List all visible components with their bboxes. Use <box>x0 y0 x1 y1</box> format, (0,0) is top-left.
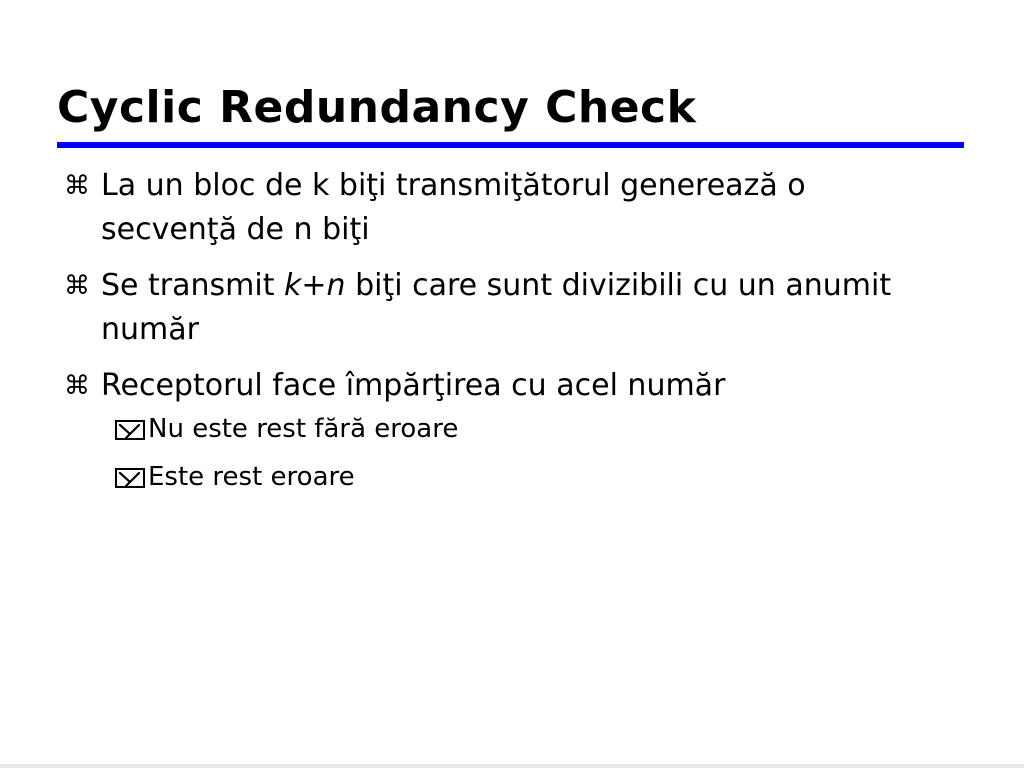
slide-title: Cyclic Redundancy Check <box>57 82 697 133</box>
bullet-list <box>0 164 1024 508</box>
bullet-item <box>0 264 941 352</box>
bullet-text-before: Se transmit <box>101 268 285 303</box>
bullet-text-after: biţi care sunt divizibili cu un anumit număr <box>101 268 892 347</box>
bullet-item <box>0 164 941 252</box>
sub-bullet-text: Este rest eroare <box>148 462 355 492</box>
checked-box-icon <box>115 420 145 440</box>
bottom-border <box>0 764 1024 768</box>
checked-box-icon <box>115 468 145 488</box>
sub-bullet-item <box>101 410 1024 448</box>
sub-bullet-text: Nu este rest fără eroare <box>148 414 459 444</box>
bullet-item <box>0 364 941 496</box>
sub-bullet-list <box>101 410 941 496</box>
bullet-text-emphasis: k+n <box>284 268 346 303</box>
command-symbol-icon: ⌘ <box>64 171 90 201</box>
command-symbol-icon: ⌘ <box>64 371 90 401</box>
bullet-text: La un bloc de k biţi transmiţătorul generează o secvenţă de n biţi <box>101 168 806 247</box>
command-symbol-icon: ⌘ <box>64 271 90 301</box>
sub-bullet-item <box>101 458 1024 496</box>
bullet-text: Receptorul face împărţirea cu acel număr <box>101 368 726 403</box>
title-underline <box>57 142 964 148</box>
